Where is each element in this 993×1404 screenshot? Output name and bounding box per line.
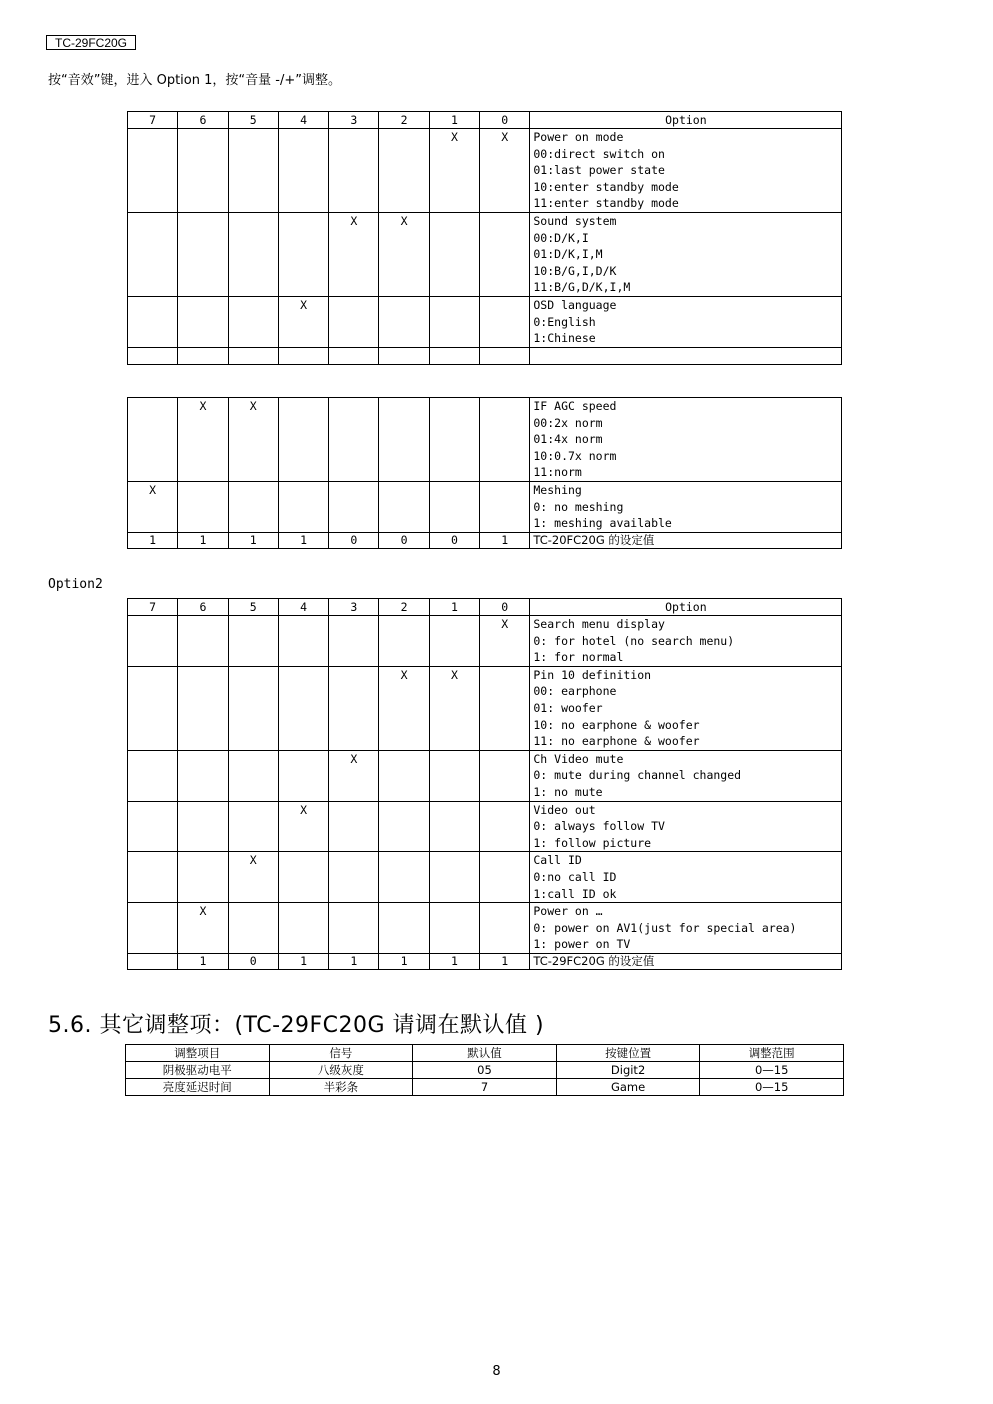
default-bit: 1 <box>480 532 530 548</box>
bit-cell <box>128 750 178 801</box>
option2-label: Option2 <box>48 577 103 592</box>
bit-cell <box>379 903 429 954</box>
bit-cell <box>329 666 379 750</box>
option-description <box>530 801 842 852</box>
option-value: 1: meshing available <box>533 516 672 531</box>
option-value: 01: woofer <box>533 700 603 715</box>
adjust-cell: 八级灰度 <box>269 1062 413 1079</box>
option-header: Option <box>530 112 842 129</box>
bit-cell <box>480 212 530 296</box>
bit-cell <box>429 212 479 296</box>
bit-cell <box>379 852 429 903</box>
bit-header: 5 <box>228 599 278 616</box>
default-row <box>128 532 842 548</box>
option-value: 10:0.7x norm <box>533 448 617 463</box>
bit-cell <box>379 481 429 532</box>
default-bit: 1 <box>178 953 228 969</box>
option-row <box>128 903 842 954</box>
bit-cell <box>429 296 479 347</box>
option-value: 0: mute during channel changed <box>533 768 742 783</box>
option-row <box>128 750 842 801</box>
adjust-row <box>126 1062 844 1079</box>
bit-header: 6 <box>178 599 228 616</box>
bit-cell <box>128 398 178 482</box>
bit-cell <box>128 616 178 667</box>
blank-cell <box>530 347 842 364</box>
option-row <box>128 481 842 532</box>
bit-cell <box>329 481 379 532</box>
option-description <box>530 750 842 801</box>
option-value: 0: no meshing <box>533 499 624 514</box>
bit-cell: X <box>379 212 429 296</box>
option-value: 01:D/K,I,M <box>533 247 603 262</box>
default-bit: 1 <box>228 532 278 548</box>
bit-cell <box>128 296 178 347</box>
bit-cell: X <box>480 129 530 213</box>
bit-header: 4 <box>278 112 328 129</box>
bit-cell <box>480 852 530 903</box>
bit-cell <box>178 296 228 347</box>
default-bit: 0 <box>329 532 379 548</box>
adjust-cell: Game <box>556 1079 700 1096</box>
adjust-header: 调整项目 <box>126 1045 270 1062</box>
default-bit: 0 <box>429 532 479 548</box>
bit-header: 2 <box>379 112 429 129</box>
bit-cell <box>379 296 429 347</box>
bit-cell: X <box>480 616 530 667</box>
section-title: 5.6. 其它调整项：(TC-29FC20G 请调在默认值 ) <box>48 1013 545 1038</box>
option-description <box>530 616 842 667</box>
bit-header: 1 <box>429 112 479 129</box>
bit-cell: X <box>128 481 178 532</box>
option-value: 11:enter standby mode <box>533 196 679 211</box>
option-value: 0: always follow TV <box>533 819 665 834</box>
option-description <box>530 852 842 903</box>
bit-cell <box>429 801 479 852</box>
blank-row <box>128 347 842 364</box>
bit-cell <box>178 666 228 750</box>
bit-cell: X <box>228 852 278 903</box>
bit-cell <box>178 212 228 296</box>
bit-cell <box>278 903 328 954</box>
bit-cell <box>379 750 429 801</box>
blank-cell <box>379 347 429 364</box>
bit-cell <box>379 398 429 482</box>
option-row <box>128 212 842 296</box>
bit-cell <box>278 212 328 296</box>
bit-cell <box>429 750 479 801</box>
bit-cell: X <box>178 903 228 954</box>
option-name: Call ID <box>533 853 582 868</box>
option-description <box>530 666 842 750</box>
blank-cell <box>429 347 479 364</box>
option-value: 01:4x norm <box>533 432 603 447</box>
bit-cell <box>178 852 228 903</box>
bit-cell <box>178 129 228 213</box>
option-value: 11:norm <box>533 465 582 480</box>
option-description <box>530 296 842 347</box>
bit-cell <box>178 801 228 852</box>
option-row <box>128 852 842 903</box>
bit-cell <box>379 616 429 667</box>
option-value: 10: no earphone & woofer <box>533 717 700 732</box>
option-name: Video out <box>533 802 596 817</box>
default-bit: 1 <box>128 532 178 548</box>
default-bit: 1 <box>278 953 328 969</box>
bit-cell <box>228 616 278 667</box>
bit-cell <box>178 750 228 801</box>
option-row <box>128 616 842 667</box>
option-name: Power on … <box>533 904 603 919</box>
bit-cell <box>329 398 379 482</box>
default-bit: 1 <box>329 953 379 969</box>
option1-cont-table <box>127 397 842 549</box>
adjust-header: 调整范围 <box>700 1045 844 1062</box>
adjust-cell: 亮度延迟时间 <box>126 1079 270 1096</box>
option-row <box>128 296 842 347</box>
default-bit: 1 <box>429 953 479 969</box>
option-value: 00: earphone <box>533 684 617 699</box>
adjust-cell: 7 <box>413 1079 557 1096</box>
default-bit: 1 <box>379 953 429 969</box>
bit-cell: X <box>429 129 479 213</box>
bit-cell <box>480 750 530 801</box>
option-value: 00:D/K,I <box>533 230 589 245</box>
bit-cell <box>278 750 328 801</box>
adjust-header-row <box>126 1045 844 1062</box>
header-row <box>128 599 842 616</box>
option-name: Search menu display <box>533 617 665 631</box>
model-box: TC-29FC20G <box>46 35 136 50</box>
option-row <box>128 129 842 213</box>
default-row <box>128 953 842 969</box>
option-value: 1: for normal <box>533 650 624 665</box>
default-bit: 0 <box>228 953 278 969</box>
bit-cell: X <box>278 801 328 852</box>
bit-cell <box>429 616 479 667</box>
option-header: Option <box>530 599 842 616</box>
option-value: 11:B/G,D/K,I,M <box>533 280 631 295</box>
option-row <box>128 398 842 482</box>
bit-cell <box>329 129 379 213</box>
intro-instruction: 按“音效”键，进入 Option 1，按“音量 -/+”调整。 <box>48 73 341 88</box>
adjustment-table <box>125 1044 844 1096</box>
option-value: 10:B/G,I,D/K <box>533 263 617 278</box>
bit-cell: X <box>329 750 379 801</box>
adjust-cell: 0—15 <box>700 1062 844 1079</box>
option-name: OSD language <box>533 297 617 312</box>
bit-cell <box>278 398 328 482</box>
option-description <box>530 398 842 482</box>
bit-header: 3 <box>329 599 379 616</box>
option-value: 0:English <box>533 314 596 329</box>
bit-cell: X <box>228 398 278 482</box>
bit-cell <box>228 212 278 296</box>
header-row <box>128 112 842 129</box>
bit-cell: X <box>329 212 379 296</box>
option-name: Ch Video mute <box>533 751 624 766</box>
adjust-row <box>126 1079 844 1096</box>
bit-cell <box>178 481 228 532</box>
bit-cell <box>329 801 379 852</box>
blank-cell <box>329 347 379 364</box>
bit-header: 2 <box>379 599 429 616</box>
bit-header: 7 <box>128 112 178 129</box>
adjust-cell: 05 <box>413 1062 557 1079</box>
default-bit: 0 <box>379 532 429 548</box>
adjust-cell: 0—15 <box>700 1079 844 1096</box>
bit-cell <box>480 398 530 482</box>
blank-cell <box>178 347 228 364</box>
bit-header: 1 <box>429 599 479 616</box>
bit-cell <box>480 296 530 347</box>
bit-cell <box>228 903 278 954</box>
option-value: 0: power on AV1(just for special area) <box>533 920 797 935</box>
bit-cell <box>128 801 178 852</box>
blank-cell <box>128 347 178 364</box>
adjust-cell: Digit2 <box>556 1062 700 1079</box>
bit-cell <box>128 129 178 213</box>
bit-cell <box>228 481 278 532</box>
option-value: 0:no call ID <box>533 869 617 884</box>
default-bit: 1 <box>178 532 228 548</box>
option-name: Meshing <box>533 482 582 497</box>
default-label: TC-29FC20G 的设定值 <box>530 953 842 969</box>
bit-cell <box>379 129 429 213</box>
blank-cell <box>278 347 328 364</box>
bit-cell <box>480 801 530 852</box>
page-number: 8 <box>492 1364 501 1379</box>
adjust-header: 默认值 <box>413 1045 557 1062</box>
option-value: 0: for hotel (no search menu) <box>533 633 735 648</box>
bit-cell <box>329 903 379 954</box>
bit-cell: X <box>178 398 228 482</box>
default-bit <box>128 953 178 969</box>
bit-cell <box>278 481 328 532</box>
option-description <box>530 212 842 296</box>
blank-cell <box>480 347 530 364</box>
blank-cell <box>228 347 278 364</box>
bit-header: 0 <box>480 112 530 129</box>
bit-cell: X <box>429 666 479 750</box>
bit-cell <box>228 801 278 852</box>
bit-cell <box>329 852 379 903</box>
adjust-header: 按键位置 <box>556 1045 700 1062</box>
option-value: 1:Chinese <box>533 331 596 346</box>
bit-header: 6 <box>178 112 228 129</box>
option-value: 01:last power state <box>533 163 665 178</box>
bit-cell <box>128 666 178 750</box>
option-name: Sound system <box>533 213 617 228</box>
bit-cell <box>429 398 479 482</box>
option-description <box>530 129 842 213</box>
option-value: 11: no earphone & woofer <box>533 734 700 749</box>
bit-cell <box>128 212 178 296</box>
bit-cell <box>278 129 328 213</box>
bit-header: 4 <box>278 599 328 616</box>
bit-cell <box>278 852 328 903</box>
bit-cell <box>429 903 479 954</box>
option-value: 1: follow picture <box>533 835 652 850</box>
bit-cell: X <box>379 666 429 750</box>
bit-header: 0 <box>480 599 530 616</box>
default-bit: 1 <box>480 953 530 969</box>
option-name: Pin 10 definition <box>533 667 652 682</box>
option-value: 1: no mute <box>533 784 603 799</box>
option-description <box>530 903 842 954</box>
option-row <box>128 666 842 750</box>
bit-cell <box>379 801 429 852</box>
bit-cell <box>228 129 278 213</box>
bit-cell <box>228 750 278 801</box>
bit-cell <box>278 666 328 750</box>
bit-header: 7 <box>128 599 178 616</box>
bit-cell <box>480 666 530 750</box>
bit-cell <box>228 296 278 347</box>
default-label: TC-20FC20G 的设定值 <box>530 532 842 548</box>
option-row <box>128 801 842 852</box>
option-value: 00:direct switch on <box>533 146 665 161</box>
adjust-cell: 半彩条 <box>269 1079 413 1096</box>
bit-cell <box>128 852 178 903</box>
default-bit: 1 <box>278 532 328 548</box>
option-description <box>530 481 842 532</box>
option2-table <box>127 598 842 970</box>
bit-cell <box>429 481 479 532</box>
bit-cell <box>228 666 278 750</box>
option-name: IF AGC speed <box>533 399 617 413</box>
bit-cell <box>128 903 178 954</box>
option-value: 10:enter standby mode <box>533 179 679 194</box>
bit-header: 3 <box>329 112 379 129</box>
bit-header: 5 <box>228 112 278 129</box>
bit-cell <box>178 616 228 667</box>
option-value: 00:2x norm <box>533 415 603 430</box>
adjust-cell: 阴极驱动电平 <box>126 1062 270 1079</box>
option-value: 1: power on TV <box>533 937 631 952</box>
bit-cell <box>329 296 379 347</box>
bit-cell: X <box>278 296 328 347</box>
option-name: Power on mode <box>533 130 624 144</box>
bit-cell <box>480 903 530 954</box>
option-value: 1:call ID ok <box>533 886 617 901</box>
bit-cell <box>329 616 379 667</box>
bit-cell <box>278 616 328 667</box>
option1-table <box>127 111 842 365</box>
adjust-header: 信号 <box>269 1045 413 1062</box>
bit-cell <box>429 852 479 903</box>
bit-cell <box>480 481 530 532</box>
